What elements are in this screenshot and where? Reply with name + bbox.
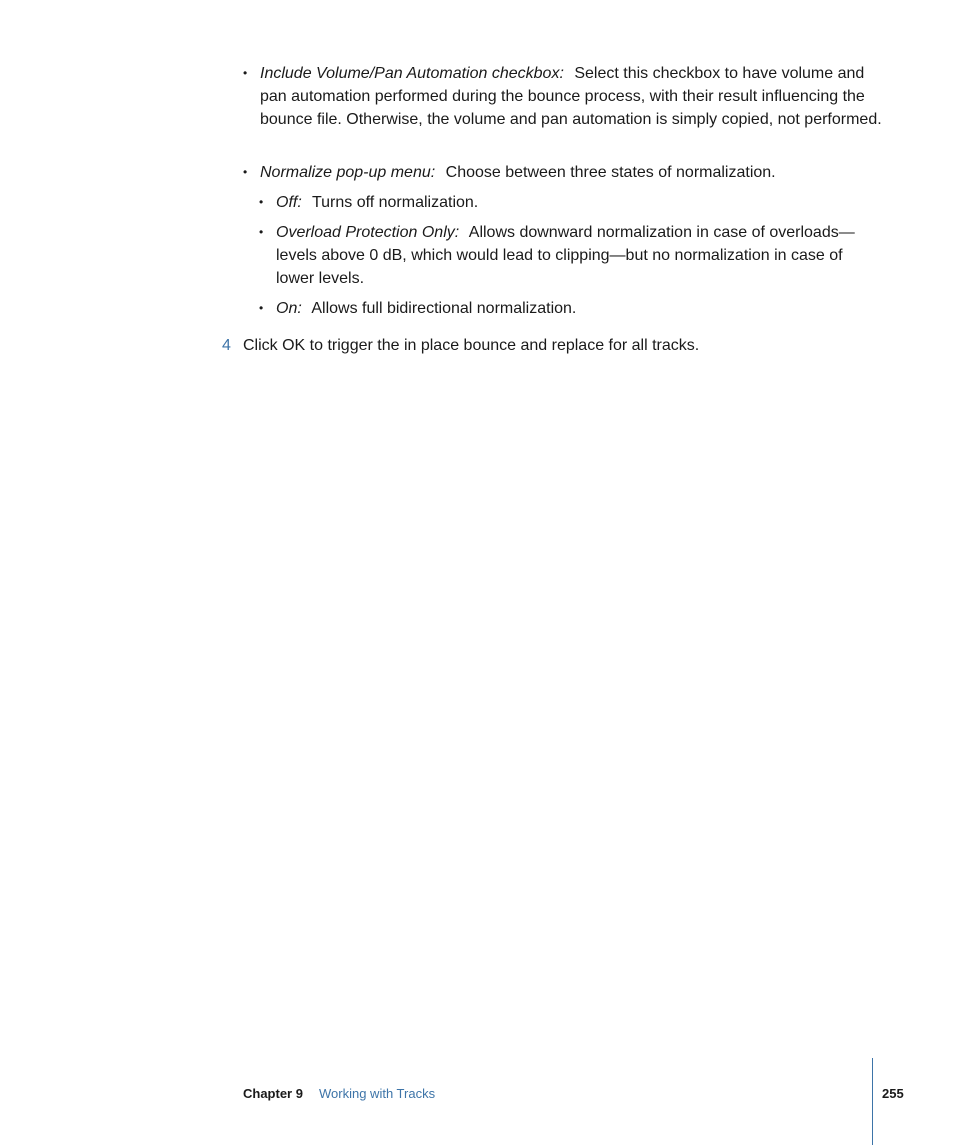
- footer-divider: [872, 1058, 873, 1145]
- bullet-item: [243, 62, 883, 131]
- bullet-text: Allows downward normalization in case of overloads—levels above 0 dB, which would lead to clipping—but no normalization in case of lower levels.: [276, 224, 855, 287]
- step-text: Click OK to trigger the in place bounce and replace for all tracks.: [243, 337, 700, 354]
- footer-chapter: Chapter 9: [243, 1086, 303, 1101]
- bullet-term: Include Volume/Pan Automation checkbox:: [260, 65, 564, 82]
- sub-bullet-item: [259, 221, 883, 290]
- bullet-term: Normalize pop-up menu:: [260, 164, 436, 181]
- bullet-dot: •: [259, 301, 264, 315]
- sub-bullet-item: [259, 297, 883, 320]
- sub-bullet-item: [259, 191, 883, 214]
- bullet-item: [243, 161, 883, 184]
- bullet-term: On:: [276, 300, 302, 317]
- bullet-text: Turns off normalization.: [311, 194, 479, 211]
- bullet-text: Allows full bidirectional normalization.: [311, 300, 577, 317]
- bullet-dot: •: [243, 165, 248, 179]
- bullet-dot: •: [259, 225, 264, 239]
- bullet-text: Choose between three states of normalization.: [445, 164, 776, 181]
- page-number: 255: [882, 1086, 904, 1101]
- bullet-text: Select this checkbox to have volume and pan automation performed during the bounce process, with their result influencing the bounce file. Otherwise, the volume and pan automation is simply copied, not performed.: [260, 65, 882, 128]
- bullet-term: Off:: [276, 194, 302, 211]
- bullet-term: Overload Protection Only:: [276, 224, 460, 241]
- step-number: 4: [222, 337, 231, 354]
- bullet-dot: •: [243, 66, 248, 80]
- step-item: [222, 334, 882, 357]
- bullet-dot: •: [259, 195, 264, 209]
- footer-chapter-title: Working with Tracks: [319, 1086, 436, 1101]
